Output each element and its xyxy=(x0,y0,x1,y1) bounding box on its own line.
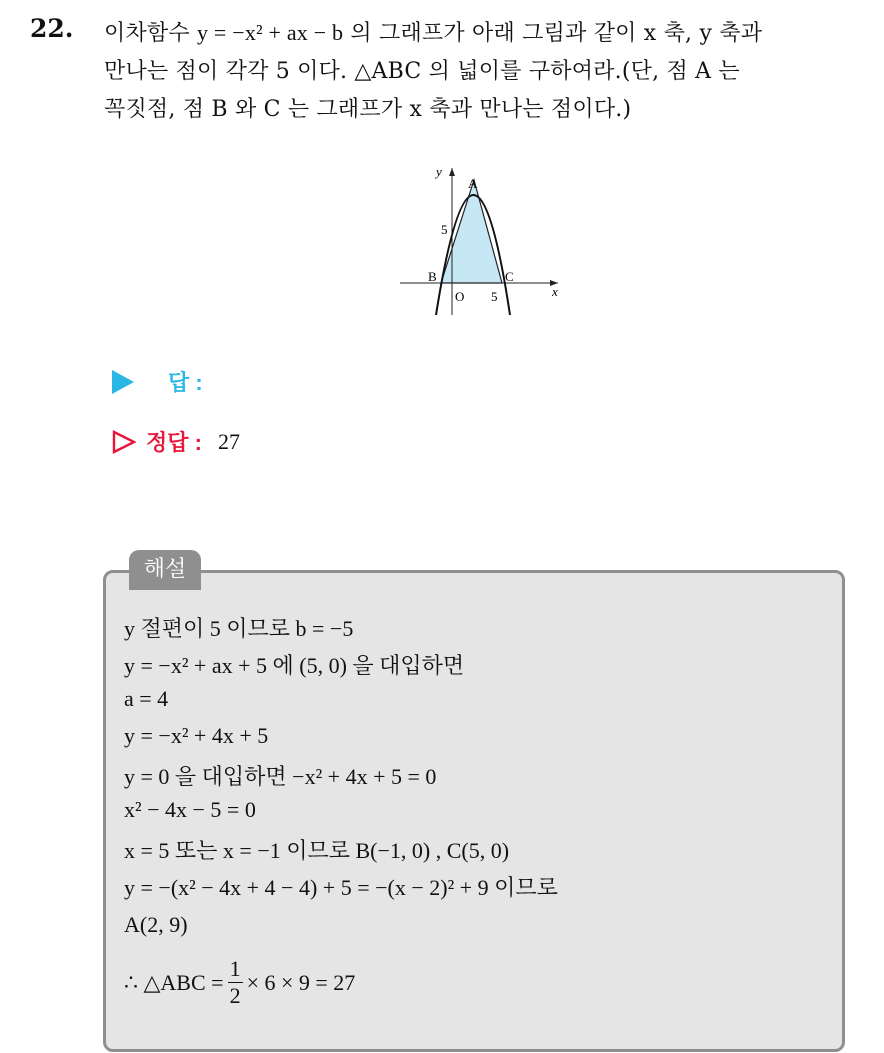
y-tick-label: 5 xyxy=(441,222,448,237)
x-tick-label: 5 xyxy=(491,289,498,304)
solution-line-7: x = 5 또는 x = −1 이므로 B(−1, 0) , C(5, 0) xyxy=(124,838,510,863)
point-a-label: A xyxy=(468,176,478,191)
parabola-graph xyxy=(398,160,568,320)
question-text: 이차함수 xyxy=(104,21,198,46)
y-axis-arrow xyxy=(449,168,455,176)
question-line-3: 꼭짓점, 점 B 와 C 는 그래프가 x 축과 만나는 점이다.) xyxy=(104,97,632,122)
point-c-label: C xyxy=(505,269,514,284)
final-prefix: ∴ △ABC = xyxy=(124,969,224,995)
question-line-1 xyxy=(104,16,762,47)
x-axis-label: x xyxy=(552,284,558,299)
solution-line-3: a = 4 xyxy=(124,686,169,711)
solution-line-2: y = −x² + ax + 5 에 (5, 0) 을 대입하면 xyxy=(124,653,465,678)
solution-line-8: y = −(x² − 4x + 4 − 4) + 5 = −(x − 2)² + 9 이므로 xyxy=(124,875,558,900)
question-equation: y = −x² + ax − b xyxy=(197,20,344,45)
solution-final-line xyxy=(124,956,355,1009)
solution-tab: 해설 xyxy=(129,550,201,590)
fraction xyxy=(228,956,243,1009)
outline-triangle-icon xyxy=(112,430,136,454)
solution-line-1: y 절편이 5 이므로 b = −5 xyxy=(124,616,354,641)
play-triangle-icon xyxy=(112,370,134,394)
solution-line-9: A(2, 9) xyxy=(124,912,188,937)
solution-line-4: y = −x² + 4x + 5 xyxy=(124,723,269,748)
question-line-2: 만나는 점이 각각 5 이다. △ABC 의 넓이를 구하여라.(단, 점 A 는 xyxy=(104,59,740,84)
final-suffix: × 6 × 9 = 27 xyxy=(246,969,356,995)
fraction-numerator: 1 xyxy=(229,956,241,981)
answer-row xyxy=(112,366,203,397)
question-number: 22. xyxy=(30,14,74,43)
answer-label: 답 : xyxy=(168,370,203,395)
correct-answer-row xyxy=(112,426,240,457)
solution-line-5: y = 0 을 대입하면 −x² + 4x + 5 = 0 xyxy=(124,764,437,789)
correct-answer-label: 정답 : xyxy=(146,430,202,455)
origin-label: O xyxy=(455,289,465,304)
question-text: 의 그래프가 아래 그림과 같이 x 축, y 축과 xyxy=(343,21,763,46)
fraction-denominator: 2 xyxy=(229,983,241,1008)
correct-answer-value: 27 xyxy=(217,428,240,454)
solution-line-6: x² − 4x − 5 = 0 xyxy=(124,797,256,822)
y-axis-label: y xyxy=(436,164,442,179)
point-b-label: B xyxy=(428,269,437,284)
